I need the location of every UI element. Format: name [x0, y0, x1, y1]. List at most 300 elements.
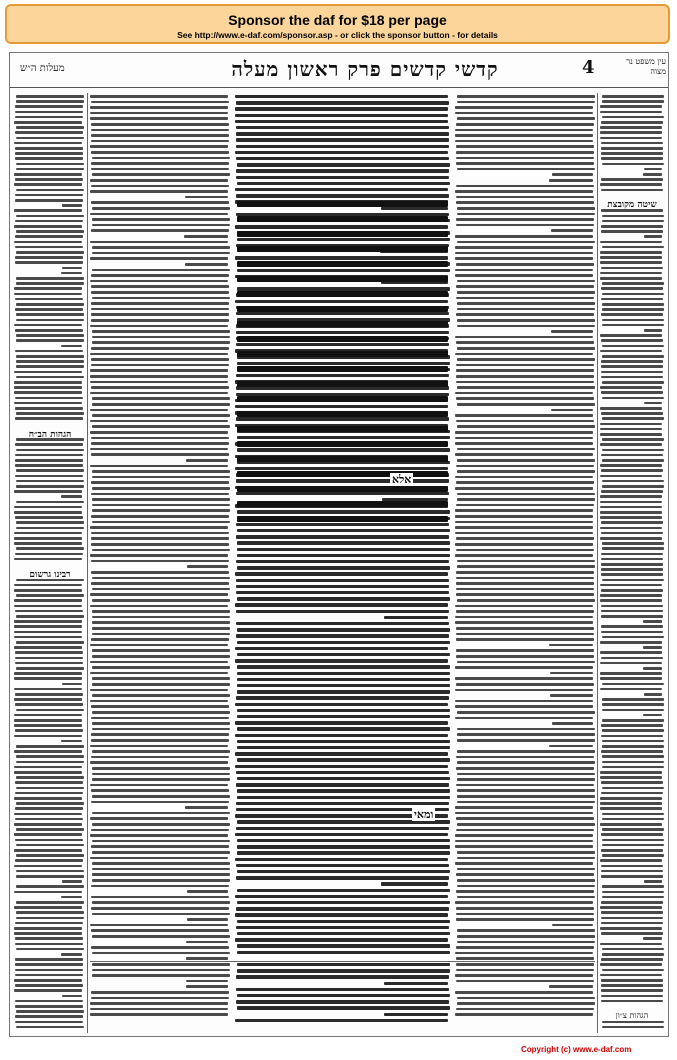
text-line	[601, 792, 663, 795]
text-line	[92, 588, 230, 591]
text-line	[237, 163, 450, 166]
text-line	[90, 190, 228, 193]
text-line	[600, 807, 662, 810]
text-line	[235, 120, 448, 123]
text-line	[91, 493, 229, 496]
text-line	[551, 330, 593, 333]
text-line	[384, 616, 448, 619]
text-line	[455, 515, 593, 518]
text-line	[237, 628, 450, 631]
text-line	[456, 571, 594, 574]
text-line	[456, 369, 594, 372]
text-line	[16, 1026, 84, 1029]
text-line	[92, 935, 230, 938]
text-line	[600, 677, 662, 680]
text-line	[14, 719, 82, 722]
text-line	[90, 106, 228, 109]
text-line	[236, 634, 449, 637]
text-line	[16, 802, 84, 805]
text-line	[92, 778, 230, 781]
text-line	[456, 957, 594, 960]
text-line	[601, 121, 663, 124]
text-line	[601, 490, 663, 493]
text-line	[602, 480, 664, 483]
text-line	[14, 324, 82, 327]
text-line	[61, 495, 82, 498]
sponsor-subtitle[interactable]: See http://www.e-daf.com/sponsor.asp - or click the sponsor button - for details	[177, 30, 498, 40]
text-line	[16, 282, 84, 285]
tosafot-column	[90, 93, 230, 1023]
text-line	[236, 374, 449, 377]
text-line	[61, 345, 82, 348]
gemara-main-line	[237, 276, 448, 282]
text-line	[16, 126, 84, 129]
text-line	[601, 911, 663, 914]
text-line	[16, 521, 84, 524]
text-line	[601, 147, 663, 150]
text-line	[237, 889, 450, 892]
text-line	[456, 756, 594, 759]
text-line	[602, 709, 664, 712]
text-line	[62, 204, 82, 207]
margin-left-column	[14, 93, 84, 1033]
text-line	[237, 920, 450, 923]
text-line	[14, 506, 82, 509]
text-line	[235, 95, 448, 98]
text-line	[91, 801, 229, 804]
text-line	[92, 840, 230, 843]
text-line	[457, 560, 595, 563]
text-line	[455, 974, 593, 977]
text-line	[91, 285, 229, 288]
text-line	[455, 414, 593, 417]
text-line	[92, 403, 230, 406]
text-line	[457, 241, 595, 244]
text-line	[237, 758, 450, 761]
text-line	[15, 147, 83, 150]
text-line	[602, 885, 664, 888]
text-line	[601, 781, 663, 784]
text-line	[602, 308, 664, 311]
text-line	[236, 386, 449, 389]
text-line	[90, 924, 228, 927]
text-line	[601, 563, 663, 566]
text-line	[237, 672, 450, 675]
text-line	[186, 985, 228, 988]
text-line	[237, 963, 450, 966]
text-line	[91, 733, 229, 736]
text-line	[62, 995, 82, 998]
text-line	[601, 189, 663, 192]
text-line	[235, 467, 448, 470]
text-line	[92, 851, 230, 854]
text-line	[15, 974, 83, 977]
text-line	[235, 107, 448, 110]
text-line	[600, 537, 662, 540]
text-line	[602, 579, 664, 582]
text-line	[90, 375, 228, 378]
text-line	[455, 666, 593, 669]
text-line	[455, 616, 593, 619]
text-line	[92, 297, 230, 300]
text-line	[601, 152, 663, 155]
text-line	[235, 572, 448, 575]
text-line	[602, 969, 664, 972]
text-line	[600, 272, 662, 275]
text-line	[237, 845, 450, 848]
text-line	[236, 988, 449, 991]
text-line	[600, 428, 662, 431]
text-line	[384, 1013, 448, 1016]
text-line	[14, 605, 82, 608]
text-line	[16, 339, 84, 342]
text-line	[237, 436, 450, 439]
text-line	[600, 350, 662, 353]
copyright-link[interactable]: Copyright (c) www.e-daf.com	[521, 1045, 632, 1054]
text-line	[92, 577, 230, 580]
text-line	[237, 238, 450, 241]
text-line	[92, 341, 230, 344]
text-line	[602, 95, 664, 98]
text-line	[236, 126, 449, 129]
text-line	[15, 781, 83, 784]
text-line	[601, 833, 663, 836]
text-line	[456, 829, 594, 832]
text-line	[455, 1013, 593, 1016]
text-line	[601, 735, 663, 738]
text-line	[457, 997, 595, 1000]
text-line	[61, 896, 82, 899]
gemara-main-line	[237, 456, 448, 462]
text-line	[15, 984, 83, 987]
text-line	[456, 890, 594, 893]
text-line	[90, 857, 228, 860]
text-line	[91, 308, 229, 311]
text-line	[14, 209, 82, 212]
text-line	[92, 218, 230, 221]
text-line	[457, 291, 595, 294]
text-line	[16, 745, 84, 748]
gemara-main-line	[237, 411, 448, 417]
text-line	[15, 298, 83, 301]
text-line	[457, 308, 595, 311]
text-line	[15, 443, 83, 446]
text-line	[601, 298, 663, 301]
text-line	[14, 771, 82, 774]
text-line	[14, 371, 82, 374]
text-line	[457, 661, 595, 664]
text-line	[384, 982, 448, 985]
text-line	[91, 515, 229, 518]
text-line	[235, 114, 448, 117]
text-line	[455, 991, 593, 994]
text-line	[92, 336, 230, 339]
text-line	[92, 269, 230, 272]
text-line	[91, 829, 229, 832]
text-line	[15, 178, 83, 181]
text-line	[91, 101, 229, 104]
text-line	[235, 405, 448, 408]
text-line	[457, 599, 595, 602]
text-line	[456, 784, 594, 787]
text-line	[15, 131, 83, 134]
text-line	[602, 839, 664, 842]
header-rule	[10, 87, 668, 88]
text-line	[237, 641, 450, 644]
text-line	[456, 196, 594, 199]
text-line	[15, 516, 83, 519]
text-line	[600, 688, 662, 691]
text-line	[91, 229, 229, 232]
text-line	[62, 267, 82, 270]
tractate-label: מעלות ה״ש	[20, 63, 65, 74]
text-line	[457, 448, 595, 451]
gemara-main-line	[237, 396, 448, 402]
text-line	[186, 459, 228, 462]
sponsor-banner[interactable]	[5, 4, 670, 44]
text-line	[237, 448, 450, 451]
text-line	[456, 969, 594, 972]
text-line	[91, 896, 229, 899]
text-line	[14, 735, 82, 738]
text-line	[455, 952, 593, 955]
text-line	[552, 173, 593, 176]
text-line	[15, 194, 83, 197]
text-line	[601, 532, 663, 535]
text-line	[455, 487, 593, 490]
text-line	[16, 615, 84, 618]
text-line	[457, 801, 595, 804]
text-line	[15, 475, 83, 478]
text-line	[455, 353, 593, 356]
text-line	[235, 703, 448, 706]
text-line	[456, 593, 594, 596]
page-number: 4	[582, 57, 595, 78]
text-line	[550, 672, 593, 675]
text-line	[16, 667, 84, 670]
text-line	[601, 391, 663, 394]
text-line	[601, 625, 663, 628]
text-line	[90, 381, 228, 384]
text-line	[600, 256, 662, 259]
text-line	[90, 145, 228, 148]
text-line	[235, 659, 448, 662]
text-line	[456, 504, 594, 507]
text-line	[455, 476, 593, 479]
text-line	[16, 527, 84, 530]
text-line	[16, 365, 84, 368]
text-line	[237, 746, 450, 749]
text-line	[456, 549, 594, 552]
text-line	[16, 844, 84, 847]
text-line	[456, 285, 594, 288]
text-line	[16, 787, 84, 790]
text-line	[602, 787, 664, 790]
text-line	[602, 459, 664, 462]
text-line	[14, 906, 82, 909]
text-line	[236, 176, 449, 179]
text-line	[236, 876, 449, 879]
text-line	[457, 1002, 595, 1005]
text-line	[16, 776, 84, 779]
text-line	[602, 355, 664, 358]
text-line	[601, 454, 663, 457]
text-line	[15, 329, 83, 332]
text-line	[15, 454, 83, 457]
text-line	[600, 501, 662, 504]
text-line	[235, 300, 448, 303]
text-line	[92, 470, 230, 473]
text-line	[91, 123, 229, 126]
text-line	[455, 274, 593, 277]
text-line	[457, 319, 595, 322]
text-line	[186, 941, 228, 944]
text-line	[187, 890, 228, 893]
text-line	[457, 117, 595, 120]
text-line	[600, 802, 662, 805]
text-line	[92, 157, 230, 160]
text-line	[235, 765, 448, 768]
text-line	[456, 375, 594, 378]
text-line	[16, 412, 84, 415]
text-line	[14, 797, 82, 800]
text-line	[237, 727, 450, 730]
gemara-main-line	[237, 261, 448, 267]
text-line	[14, 979, 82, 982]
text-line	[600, 594, 662, 597]
text-line	[16, 313, 84, 316]
text-line	[236, 907, 449, 910]
text-line	[602, 813, 664, 816]
text-line	[14, 558, 82, 561]
gemara-main-line	[237, 321, 448, 327]
text-line	[237, 777, 450, 780]
text-line	[14, 173, 82, 176]
text-line	[643, 714, 662, 717]
text-line	[15, 417, 83, 420]
text-line	[456, 465, 594, 468]
text-line	[601, 979, 663, 982]
talmud-page	[9, 52, 669, 1037]
text-line	[16, 870, 84, 873]
text-line	[236, 312, 449, 315]
text-line	[92, 901, 230, 904]
text-line	[91, 560, 229, 563]
text-line	[15, 657, 83, 660]
text-line	[92, 974, 230, 977]
text-line	[14, 542, 82, 545]
text-line	[602, 345, 664, 348]
text-line	[14, 293, 82, 296]
text-line	[457, 941, 595, 944]
text-line	[455, 336, 593, 339]
text-line	[91, 347, 229, 350]
text-line	[455, 252, 593, 255]
text-line	[457, 795, 595, 798]
text-line	[456, 610, 594, 613]
text-line	[456, 980, 594, 983]
text-line	[455, 554, 593, 557]
text-line	[600, 776, 662, 779]
text-line	[456, 913, 594, 916]
text-line	[15, 459, 83, 462]
text-line	[91, 845, 229, 848]
text-line	[237, 932, 450, 935]
gemara-column	[235, 93, 450, 1023]
text-line	[600, 105, 662, 108]
text-line	[237, 362, 450, 365]
text-line	[92, 397, 230, 400]
text-line	[14, 823, 82, 826]
text-line	[601, 553, 663, 556]
text-line	[237, 566, 450, 569]
text-line	[90, 817, 228, 820]
text-line	[91, 705, 229, 708]
gemara-main-line	[237, 366, 448, 372]
text-line	[236, 560, 449, 563]
text-line	[237, 870, 450, 873]
text-line	[92, 649, 230, 652]
text-line	[236, 783, 449, 786]
text-line	[237, 510, 450, 513]
text-line	[92, 711, 230, 714]
text-line	[14, 813, 82, 816]
sponsor-title: Sponsor the daf for $18 per page	[228, 12, 447, 28]
text-line	[601, 724, 663, 727]
text-line	[455, 431, 593, 434]
text-line	[92, 767, 230, 770]
text-line	[91, 997, 229, 1000]
text-line	[186, 957, 228, 960]
text-line	[16, 355, 84, 358]
text-line	[91, 481, 229, 484]
text-line	[91, 168, 229, 171]
text-line	[90, 431, 228, 434]
gemara-main-line	[237, 216, 448, 222]
hagahot-habach-heading: הגהות הב״ח	[28, 430, 72, 440]
text-line	[601, 610, 663, 613]
text-line	[602, 745, 664, 748]
text-line	[456, 201, 594, 204]
text-line	[16, 547, 84, 550]
text-line	[92, 476, 230, 479]
text-line	[600, 334, 662, 337]
text-line	[90, 179, 228, 182]
text-line	[92, 655, 230, 658]
gemara-main-line	[237, 426, 448, 432]
text-line	[15, 407, 83, 410]
text-line	[549, 179, 593, 182]
text-line	[457, 868, 595, 871]
text-line	[16, 168, 84, 171]
text-line	[600, 126, 662, 129]
text-line	[91, 185, 229, 188]
text-line	[92, 963, 230, 966]
text-line	[61, 740, 82, 743]
text-line	[456, 157, 594, 160]
text-line	[643, 620, 662, 623]
text-line	[457, 851, 595, 854]
text-line	[15, 261, 83, 264]
text-line	[602, 828, 664, 831]
text-line	[602, 163, 664, 166]
text-line	[455, 526, 593, 529]
hagahot-tzion-heading: הגהות צ״ון	[615, 1011, 649, 1020]
text-line	[14, 766, 82, 769]
text-line	[91, 756, 229, 759]
text-line	[16, 854, 84, 857]
text-line	[600, 797, 662, 800]
